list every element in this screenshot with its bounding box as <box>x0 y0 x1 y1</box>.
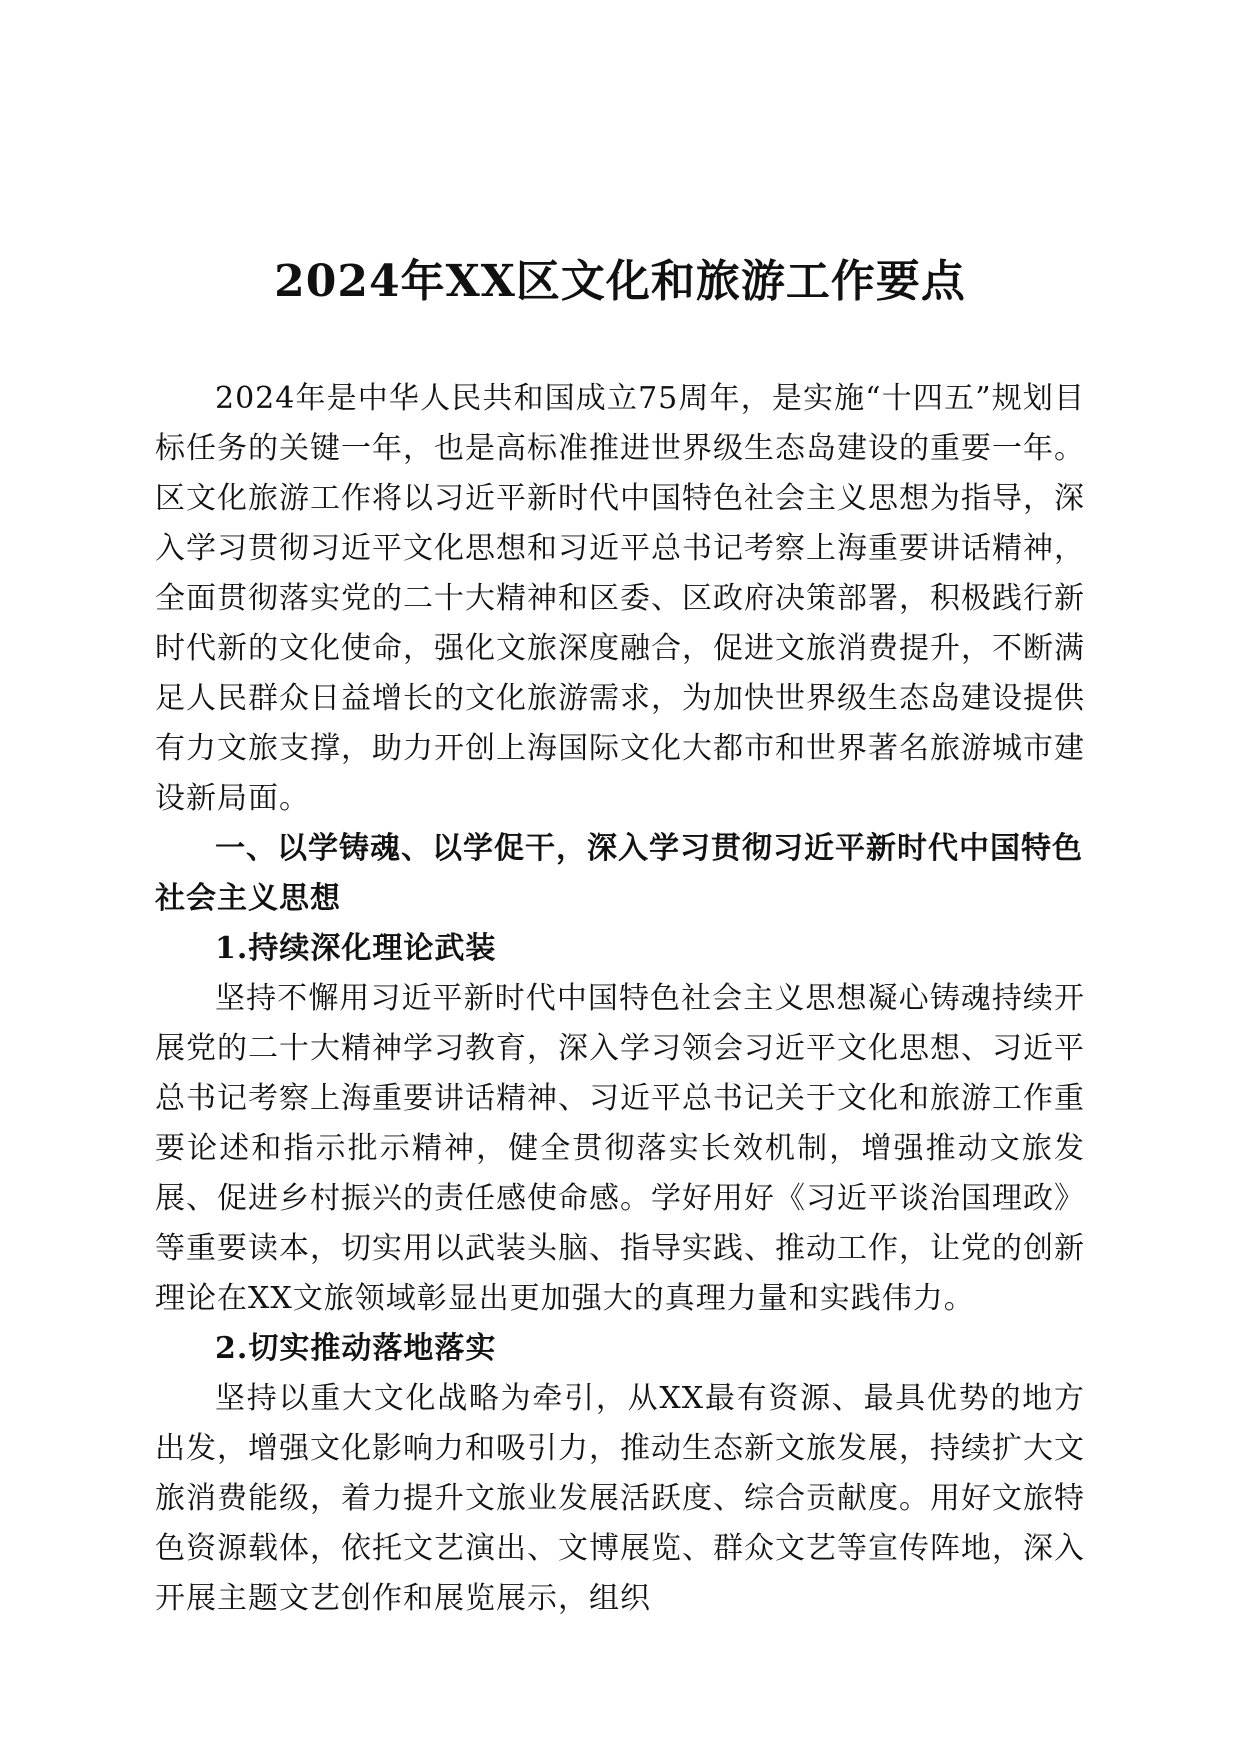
item-2-heading: 2.切实推动落地落实 <box>215 1331 497 1366</box>
item-1-paragraph: 坚持不懈用习近平新时代中国特色社会主义思想凝心铸魂持续开展党的二十大精神学习教育，深入学习领会习近平文化思想、习近平总书记考察上海重要讲话精神、习近平总书记关于文化和旅游工作重要论述和指示批示精神，健全贯彻落实长效机制，增强推动文旅发展、促进乡村振兴的责任感使命感。学好用好《习近平谈治国理政》等重要读本，切实用以武装头脑、指导实践、推动工作，让党的创新理论在XX文旅领域彰显出更加强大的真理力量和实践伟力。 <box>155 981 1085 1316</box>
intro-paragraph: 2024年是中华人民共和国成立75周年，是实施“十四五”规划目标任务的关键一年，也是高标准推进世界级生态岛建设的重要一年。区文化旅游工作将以习近平新时代中国特色社会主义思想为指导，深入学习贯彻习近平文化思想和习近平总书记考察上海重要讲话精神，全面贯彻落实党的二十大精神和区委、区政府决策部署，积极践行新时代新的文化使命，强化文旅深度融合，促进文旅消费提升，不断满足人民群众日益增长的文化旅游需求，为加快世界级生态岛建设提供有力文旅支撑，助力开创上海国际文化大都市和世界著名旅游城市建设新局面。 <box>155 381 1085 816</box>
document-body <box>155 374 1085 1624</box>
document-title: 2024年XX区文化和旅游工作要点 <box>274 256 966 307</box>
item-2-paragraph: 坚持以重大文化战略为牵引，从XX最有资源、最具优势的地方出发，增强文化影响力和吸引力，推动生态新文旅发展，持续扩大文旅消费能级，着力提升文旅业发展活跃度、综合贡献度。用好文旅特色资源载体，依托文艺演出、文博展览、群众文艺等宣传阵地，深入开展主题文艺创作和展览展示，组织 <box>155 1381 1085 1616</box>
item-1-heading: 1.持续深化理论武装 <box>215 931 497 966</box>
section-1-heading: 一、以学铸魂、以学促干，深入学习贯彻习近平新时代中国特色社会主义思想 <box>155 831 1083 916</box>
